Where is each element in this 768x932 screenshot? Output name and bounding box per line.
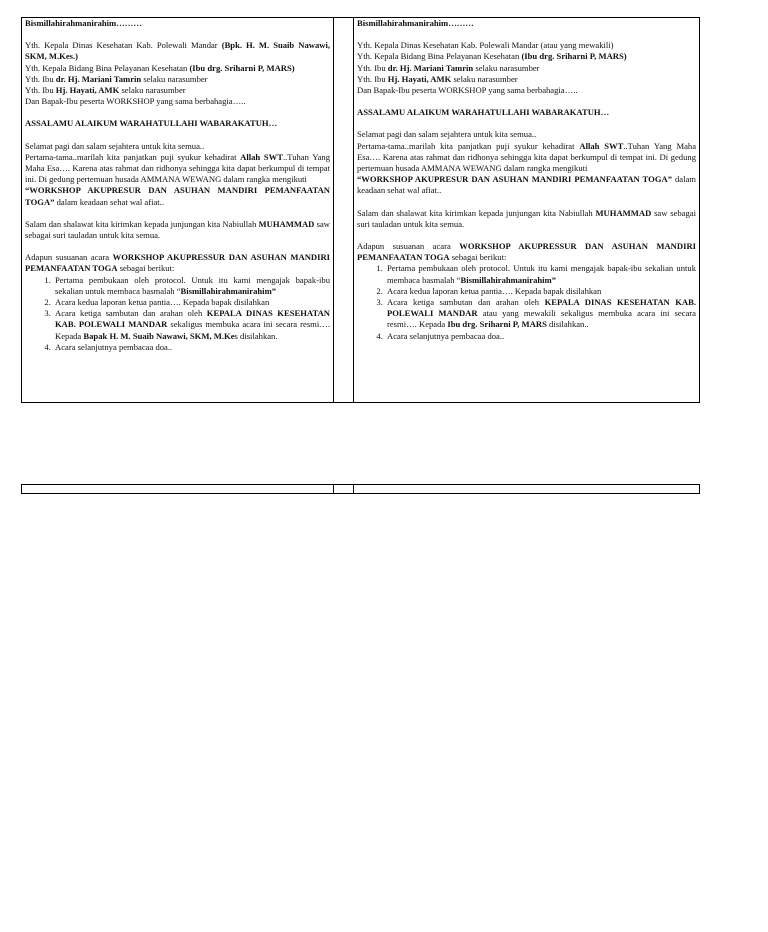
left-column xyxy=(22,18,334,402)
list-item: 3. Acara ketiga sambutan dan arahan oleh KEPALA DINAS KESEHATAN KAB. POLEWALI MANDAR atau yang mewakili sekaligus membuka acara ini secara resmi…. Kepada Ibu drg. Sriharni P, MARS disilahkan.. xyxy=(385,297,696,331)
agenda-list xyxy=(357,263,696,341)
greeting-line: Yth. Ibu dr. Hj. Mariani Tamrin selaku narasumber xyxy=(25,73,208,84)
list-item: 3. Acara ketiga sambutan dan arahan oleh KEPALA DINAS KESEHATAN KAB. POLEWALI MANDAR sekaligus membuka acara ini secara resmi…. Kepada Bapak H. M. Suaib Nawawi, SKM, M.Kes disilahkan. xyxy=(53,308,330,342)
paragraph: Adapun susuanan acara WORKSHOP AKUPRESSUR DAN ASUHAN MANDIRI PEMANFAATAN TOGA sebagai berikut: xyxy=(25,252,331,274)
greeting-line: Dan Bapak-Ibu peserta WORKSHOP yang sama berbahagia….. xyxy=(25,96,246,107)
middle-column xyxy=(334,18,354,402)
paragraph: Selamat pagi dan salam sejahtera untuk kita semua.. xyxy=(357,129,537,140)
opening: Bismillahirahmanirahim……… xyxy=(25,18,142,28)
empty-table-row xyxy=(21,484,700,494)
speech-table xyxy=(21,17,700,403)
paragraph: “WORKSHOP AKUPRESUR DAN ASUHAN MANDIRI PEMANFAATAN TOGA” dalam keadaan sehat wal afiat.. xyxy=(357,174,696,196)
greeting-line: Yth. Kepala Bidang Bina Pelayanan Kesehatan (Ibu drg. Sriharni P, MARS) xyxy=(25,62,295,73)
paragraph: Pertama-tama..marilah kita panjatkan puji syukur kehadirat Allah SWT..Tuhan Yang Maha Esa…. Karena atas rahmat dan ridhonya sehingga kita dapat berkumpul di tempat ini. Di gedung pertemuan husada AMMANA WEWANG dalam rangka mengikuti xyxy=(357,140,697,174)
salam-heading: ASSALAMU ALAIKUM WARAHATULLAHI WABARAKATUH… xyxy=(25,118,278,129)
list-item: 1. Pertama pembukaan oleh protocol. Untuk itu kami mengajak bapak-ibu sekalian untuk membaca basmalah “Bismillahirahmanirahim” xyxy=(385,263,696,285)
right-cell xyxy=(354,485,699,493)
paragraph: Selamat pagi dan salam sejahtera untuk kita semua.. xyxy=(25,140,205,151)
list-item: 4. Acara selanjutnya pembacaa doa.. xyxy=(385,331,696,342)
opening: Bismillahirahmanirahim……… xyxy=(357,18,474,28)
list-item: 2. Acara kedua laporan ketua pantia…. Kepada bapak disilahkan xyxy=(385,286,696,297)
right-column xyxy=(354,18,699,402)
paragraph: “WORKSHOP AKUPRESUR DAN ASUHAN MANDIRI PEMANFAATAN TOGA” dalam keadaan sehat wal afiat.. xyxy=(25,185,330,207)
left-cell xyxy=(22,485,334,493)
agenda-list xyxy=(25,275,330,353)
greeting-line: Yth. Ibu Hj. Hayati, AMK selaku narasumber xyxy=(357,73,518,84)
salam-heading: ASSALAMU ALAIKUM WARAHATULLAHI WABARAKATUH… xyxy=(357,107,610,118)
paragraph: Adapun susuanan acara WORKSHOP AKUPRESSUR DAN ASUHAN MANDIRI PEMANFAATAN TOGA sebagai berikut: xyxy=(357,241,696,263)
paragraph: Salam dan shalawat kita kirimkan kepada junjungan kita Nabiullah MUHAMMAD saw sebagai suri tauladan untuk kita semua. xyxy=(25,218,330,241)
greeting-line: Yth. Ibu Hj. Hayati, AMK selaku narasumber xyxy=(25,85,186,96)
greeting-line: Yth. Kepala Bidang Bina Pelayanan Kesehatan (Ibu drg. Sriharni P, MARS) xyxy=(357,51,627,62)
list-item: 2. Acara kedua laporan ketua pantia…. Kepada bapak disilahkan xyxy=(53,297,330,308)
list-item: 4. Acara selanjutnya pembacaa doa.. xyxy=(53,342,330,353)
greeting-line: Dan Bapak-Ibu peserta WORKSHOP yang sama berbahagia….. xyxy=(357,85,578,96)
greeting-line: Yth. Kepala Dinas Kesehatan Kab. Polewali Mandar (atau yang mewakili) xyxy=(357,40,614,51)
greeting-line: Yth. Ibu dr. Hj. Mariani Tamrin selaku narasumber xyxy=(357,62,540,73)
greeting-line: Yth. Kepala Dinas Kesehatan Kab. Polewali Mandar (Bpk. H. M. Suaib Nawawi, SKM, M.Kes.) xyxy=(25,40,330,62)
list-item: 1. Pertama pembukaan oleh protocol. Untuk itu kami mengajak bapak-ibu sekalian untuk membaca basmalah “Bismillahirahmanirahim” xyxy=(53,275,330,297)
paragraph: Pertama-tama..marilah kita panjatkan puji syukur kehadirat Allah SWT..Tuhan Yang Maha Esa…. Karena atas rahmat dan ridhonya sehingga kita dapat berkumpul di tempat ini. Di gedung pertemuan husada AMMANA WEWANG dalam rangka mengikuti xyxy=(25,151,330,185)
middle-cell xyxy=(334,485,354,493)
paragraph: Salam dan shalawat kita kirimkan kepada junjungan kita Nabiullah MUHAMMAD saw sebagai suri tauladan untuk kita semua. xyxy=(357,207,696,229)
